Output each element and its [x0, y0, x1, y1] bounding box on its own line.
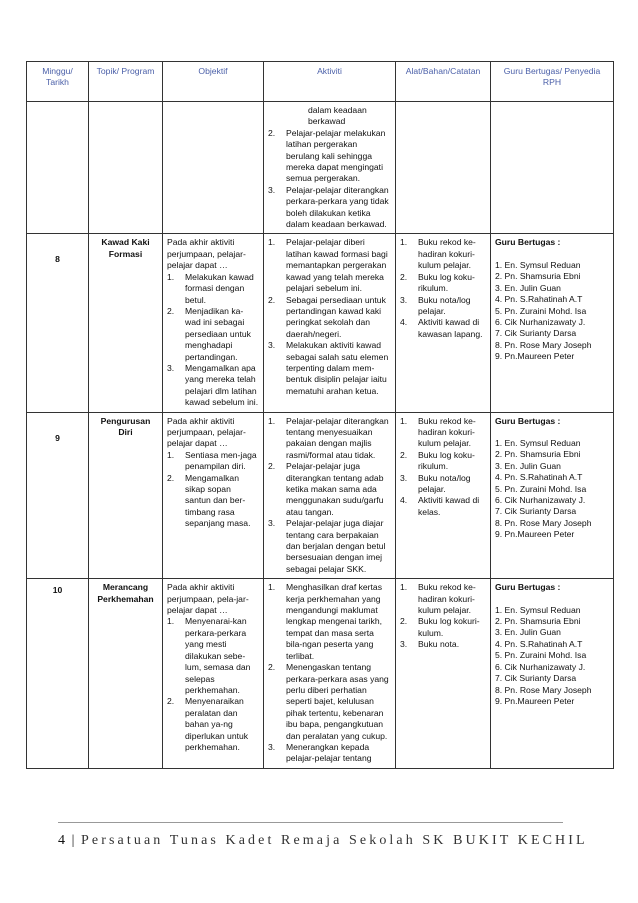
lesson-plan-table: [26, 61, 614, 769]
guru-title: Guru Bertugas :: [495, 582, 561, 593]
topic-name: Pengurusan Diri: [89, 412, 163, 579]
guru-name: 6. Cik Nurhanizawaty J.: [495, 316, 586, 327]
guru-name: 9. Pn.Maureen Peter: [495, 351, 575, 362]
list-item: 1. Pelajar-pelajar diberi latihan kawad formasi bagi memantapkan pergerakan kawad yang telah mereka pelajari sebelum ini.: [268, 237, 388, 294]
list-item: 2. Menyenaraikan peralatan dan bahan ya-ng diperlukan untuk perkhemahan.: [167, 696, 249, 752]
list-item: 3. Mengamalkan apa yang mereka telah pelajari dlm latihan kawad sebelum ini.: [167, 362, 259, 408]
list-item: 2. Mengamalkan sikap sopan santun dan ber-timbang rasa sepanjang masa.: [167, 472, 251, 529]
list-item: 2. Sebagai persediaan untuk pertandingan kawad kaki peringkat sekolah dan daerah/negeri.: [268, 294, 386, 339]
guru-name: 8. Pn. Rose Mary Joseph: [495, 684, 592, 695]
header-topik: Topik/ Program: [89, 62, 163, 102]
topic-name: Kawad Kaki Formasi: [89, 234, 163, 412]
list-item: 3. Menerangkan kepada pelajar-pelajar tentang: [268, 741, 372, 764]
aktiviti-cell: [264, 579, 396, 769]
footer-title: Persatuan Tunas Kadet Remaja Sekolah SK BUKIT KECHIL: [81, 833, 588, 848]
list-item: 1. Melakukan kawad formasi dengan betul.: [167, 271, 254, 305]
objektif-cell: [163, 579, 264, 769]
list-item: 2. Pelajar-pelajar juga diterangkan tentang adab ketika makan sama ada menggunakan sudu/garfu atau tangan.: [268, 461, 384, 517]
list-item: 2. Pelajar-pelajar melakukan latihan pergerakan berulang kali sehingga mereka dapat mengingati semua pergerakan.: [268, 127, 386, 184]
guru-name: 3. En. Julin Guan: [495, 460, 561, 471]
guru-name: 6. Cik Nurhanizawaty J.: [495, 495, 586, 505]
list-item: 4. Aktiviti kawad di kawasan lapang.: [400, 317, 483, 339]
objektif-cell: [163, 234, 264, 412]
list-item: 1. Buku rekod ke-hadiran kokuri-kulum pelajar.: [400, 415, 476, 449]
guru-name: 1. En. Symsul Reduan: [495, 259, 581, 270]
objektif-intro: Pada akhir aktiviti perjumpaan, pelajar-pelajar dapat …: [167, 237, 246, 271]
guru-name: 7. Cik Surianty Darsa: [495, 328, 577, 339]
list-item: 3. Melakukan aktiviti kawad sebagai salah satu elemen terpenting dalam mem-bentuk disiplin pelajar iaitu mematuhi arahan ketua.: [268, 340, 389, 396]
guru-cell: [491, 234, 614, 412]
guru-name: 6. Cik Nurhanizawaty J.: [495, 661, 586, 672]
footer-divider: [58, 822, 563, 823]
list-item: 1. Menghasilkan draf kertas kerja perkhemahan yang mengandungi maklumat lengkap mengenai tarikh, tempat dan masa serta bila-ngan peserta yang terlibat.: [268, 582, 383, 661]
guru-name: 7. Cik Surianty Darsa: [495, 673, 577, 684]
guru-name: 5. Pn. Zuraini Mohd. Isa: [495, 483, 587, 494]
list-item: 3. Pelajar-pelajar diterangkan perkara-perkara yang tidak boleh dilakukan ketika dalam keadaan berkawad.: [268, 184, 389, 230]
continuation-row: [27, 102, 614, 234]
guru-title: Guru Bertugas :: [495, 237, 561, 248]
guru-cell: [491, 412, 614, 579]
list-item: 3. Buku nota.: [400, 639, 460, 650]
guru-name: 4. Pn. S.Rahatinah A.T: [495, 638, 583, 649]
header-minggu: Minggu/ Tarikh: [27, 62, 89, 102]
header-aktiviti: Aktiviti: [264, 62, 396, 102]
guru-name: 5. Pn. Zuraini Mohd. Isa: [495, 305, 587, 316]
guru-name: 4. Pn. S.Rahatinah A.T: [495, 294, 583, 305]
objektif-cell: [163, 412, 264, 579]
guru-name: 2. Pn. Shamsuria Ebni: [495, 271, 581, 282]
header-alat: Alat/Bahan/Catatan: [396, 62, 491, 102]
guru-name: 9. Pn.Maureen Peter: [495, 695, 575, 706]
page-number: 4: [58, 833, 65, 848]
table-row: [27, 412, 614, 579]
page-footer: [58, 822, 588, 849]
guru-name: 3. En. Julin Guan: [495, 282, 561, 293]
aktiviti-cell: [264, 412, 396, 579]
list-item: 1. Menyenarai-kan perkara-perkara yang mesti dilakukan sebe-lum, semasa dan selepas perkhemahan.: [167, 616, 251, 695]
guru-name: 8. Pn. Rose Mary Joseph: [495, 339, 592, 350]
guru-name: 5. Pn. Zuraini Mohd. Isa: [495, 650, 587, 661]
table-row: [27, 579, 614, 769]
week-number: 9: [27, 412, 89, 579]
list-item: 2. Buku log koku-rikulum.: [400, 449, 475, 472]
list-item: 1. Buku rekod ke-hadiran kokuri-kulum pelajar.: [400, 237, 476, 271]
aktiviti-cell: [264, 234, 396, 412]
list-item: 2. Menjadikan ka-wad ini sebagai persediaan untuk menghadapi pertandingan.: [167, 305, 251, 362]
continuation-aktiviti: [264, 102, 396, 234]
table-row: [27, 234, 614, 412]
footer-separator: |: [71, 833, 75, 848]
header-guru: Guru Bertugas/ Penyedia RPH: [491, 62, 614, 102]
guru-name: 4. Pn. S.Rahatinah A.T: [495, 472, 583, 483]
guru-name: 1. En. Symsul Reduan: [495, 437, 581, 448]
alat-cell: [396, 579, 491, 769]
topic-name: Merancang Perkhemahan: [89, 579, 163, 769]
list-item: 3. Pelajar-pelajar juga diajar tentang cara berpakaian dan berjalan dengan betul bersesuaian dengan imej sebagai pelajar SKK.: [268, 518, 386, 574]
guru-name: 1. En. Symsul Reduan: [495, 604, 581, 615]
objektif-intro: Pada akhir aktiviti perjumpaan, pela-jar-pelajar dapat …: [167, 582, 249, 616]
list-item: 2. Buku log kokuri-kulum.: [400, 616, 480, 638]
guru-cell: [491, 579, 614, 769]
guru-name: 2. Pn. Shamsuria Ebni: [495, 616, 581, 627]
guru-name: 3. En. Julin Guan: [495, 627, 561, 638]
list-item: 4. Aktiviti kawad di kelas.: [400, 495, 480, 517]
week-number: 10: [27, 579, 89, 769]
guru-title: Guru Bertugas :: [495, 415, 561, 426]
alat-cell: [396, 412, 491, 579]
footer-text: [58, 833, 588, 849]
list-item: 1. Pelajar-pelajar diterangkan tentang menyesuaikan pakaian dengan majlis rasmi/formal atau tidak.: [268, 415, 389, 460]
aktiviti-tail: dalam keadaan berkawad: [308, 105, 367, 127]
guru-name: 8. Pn. Rose Mary Joseph: [495, 517, 592, 528]
week-number: 8: [27, 234, 89, 412]
alat-cell: [396, 234, 491, 412]
guru-name: 9. Pn.Maureen Peter: [495, 529, 575, 540]
table-header-row: [27, 62, 614, 102]
guru-name: 7. Cik Surianty Darsa: [495, 506, 577, 517]
list-item: 1. Buku rekod ke-hadiran kokuri-kulum pelajar.: [400, 582, 476, 616]
guru-name: 2. Pn. Shamsuria Ebni: [495, 449, 581, 460]
list-item: 2. Buku log koku-rikulum.: [400, 271, 475, 294]
list-item: 2. Menengaskan tentang perkara-perkara asas yang perlu diberi perhatian seperti bajet, kelulusan pihak tertentu, kebenaran ibu bapa, pengangkutuan dan peralatan yang cukup.: [268, 662, 389, 741]
header-objektif: Objektif: [163, 62, 264, 102]
list-item: 3. Buku nota/log pelajar.: [400, 294, 471, 316]
list-item: 1. Sentiasa men-jaga penampilan diri.: [167, 449, 257, 472]
objektif-intro: Pada akhir aktiviti perjumpaan, pelajar-pelajar dapat …: [167, 415, 246, 449]
list-item: 3. Buku nota/log pelajar.: [400, 472, 471, 494]
